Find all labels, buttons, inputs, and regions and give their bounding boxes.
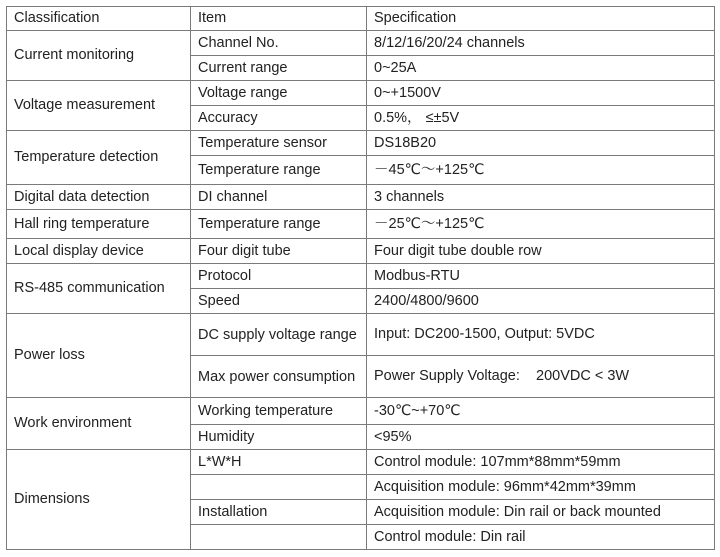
spec-cell: Four digit tube double row	[367, 239, 715, 264]
item-cell: Four digit tube	[191, 239, 367, 264]
item-cell: DI channel	[191, 185, 367, 210]
item-cell: Temperature range	[191, 156, 367, 185]
spec-cell: Power Supply Voltage: 200VDC < 3W	[367, 356, 715, 398]
spec-cell: Input: DC200-1500, Output: 5VDC	[367, 314, 715, 356]
classification-cell: Dimensions	[7, 450, 191, 550]
item-cell: DC supply voltage range	[191, 314, 367, 356]
classification-cell: Digital data detection	[7, 185, 191, 210]
specification-table	[6, 6, 715, 550]
classification-cell: Current monitoring	[7, 31, 191, 81]
classification-cell: RS-485 communication	[7, 264, 191, 314]
item-cell: Voltage range	[191, 81, 367, 106]
spec-cell: －45℃～+125℃	[367, 156, 715, 185]
table-row	[7, 398, 715, 425]
spec-cell: -30℃~+70℃	[367, 398, 715, 425]
item-cell: Protocol	[191, 264, 367, 289]
classification-cell: Voltage measurement	[7, 81, 191, 131]
item-cell: Speed	[191, 289, 367, 314]
header-row	[7, 7, 715, 31]
classification-cell: Local display device	[7, 239, 191, 264]
spec-cell: Control module: Din rail	[367, 525, 715, 550]
spec-cell: 2400/4800/9600	[367, 289, 715, 314]
item-cell: Installation	[191, 500, 367, 525]
header-specification: Specification	[367, 7, 715, 31]
header-item: Item	[191, 7, 367, 31]
item-cell: Temperature sensor	[191, 131, 367, 156]
item-cell: L*W*H	[191, 450, 367, 475]
item-cell: Accuracy	[191, 106, 367, 131]
classification-cell: Hall ring temperature	[7, 210, 191, 239]
spec-cell: －25℃～+125℃	[367, 210, 715, 239]
table-row	[7, 131, 715, 156]
item-cell	[191, 525, 367, 550]
item-cell: Channel No.	[191, 31, 367, 56]
table-row	[7, 31, 715, 56]
spec-cell: Modbus-RTU	[367, 264, 715, 289]
table-row	[7, 239, 715, 264]
spec-cell: Acquisition module: 96mm*42mm*39mm	[367, 475, 715, 500]
spec-cell: 0.5%， ≤±5V	[367, 106, 715, 131]
spec-cell: <95%	[367, 425, 715, 450]
spec-cell: 0~+1500V	[367, 81, 715, 106]
item-cell: Working temperature	[191, 398, 367, 425]
item-cell: Max power consumption	[191, 356, 367, 398]
item-cell	[191, 475, 367, 500]
table-row	[7, 314, 715, 356]
spec-cell: Control module: 107mm*88mm*59mm	[367, 450, 715, 475]
item-cell: Current range	[191, 56, 367, 81]
table-row	[7, 450, 715, 475]
item-cell: Humidity	[191, 425, 367, 450]
spec-cell: DS18B20	[367, 131, 715, 156]
spec-cell: 3 channels	[367, 185, 715, 210]
table-row	[7, 210, 715, 239]
table-row	[7, 185, 715, 210]
table-row	[7, 81, 715, 106]
item-cell: Temperature range	[191, 210, 367, 239]
table-row	[7, 264, 715, 289]
spec-cell: 8/12/16/20/24 channels	[367, 31, 715, 56]
spec-cell: Acquisition module: Din rail or back mounted	[367, 500, 715, 525]
classification-cell: Power loss	[7, 314, 191, 398]
header-classification: Classification	[7, 7, 191, 31]
classification-cell: Temperature detection	[7, 131, 191, 185]
classification-cell: Work environment	[7, 398, 191, 450]
spec-cell: 0~25A	[367, 56, 715, 81]
